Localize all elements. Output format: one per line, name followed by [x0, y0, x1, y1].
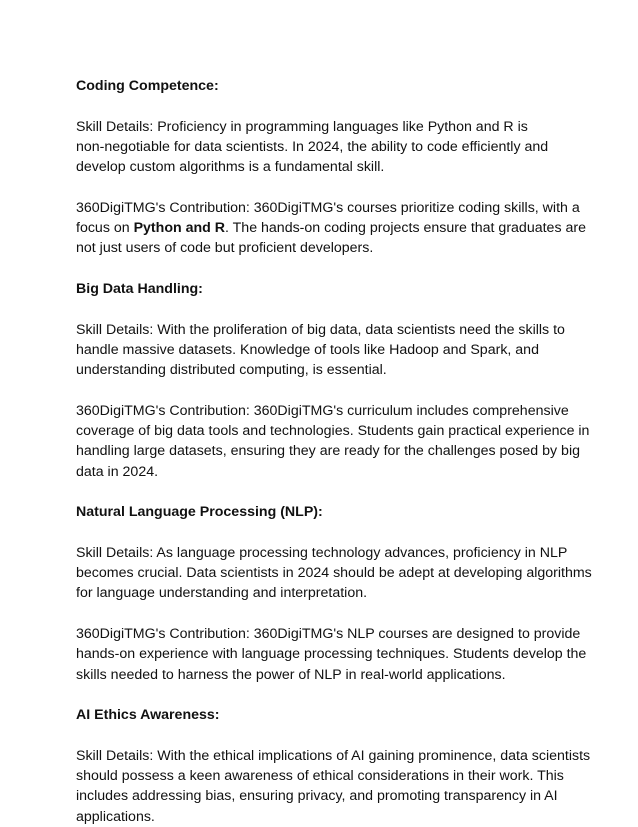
text-line: non-negotiable for data scientists. In 2024, the ability to code efficiently and [76, 138, 549, 155]
document-page [76, 76, 592, 827]
contribution-nlp [76, 624, 587, 685]
spacer [76, 380, 576, 400]
text-line: develop custom algorithms is a fundamental skill. [76, 159, 385, 176]
skill-details-coding [76, 117, 576, 178]
spacer [76, 685, 576, 705]
text-line: hands-on experience with language processing techniques. Students develop the [76, 646, 587, 663]
contribution-coding [76, 198, 586, 259]
spacer [76, 604, 576, 624]
text-line: includes addressing bias, ensuring privacy, and promoting transparency in AI [76, 788, 558, 805]
text-line: Skill Details: As language processing technology advances, proficiency in NLP [76, 544, 568, 561]
text-line: 360DigiTMG's Contribution: 360DigiTMG's NLP courses are designed to provide [76, 626, 581, 643]
text-line: data in 2024. [76, 463, 159, 480]
bold-text-python-and-r: Python and R [133, 220, 226, 237]
section-heading-ai-ethics: AI Ethics Awareness: [76, 707, 220, 724]
spacer [76, 177, 576, 197]
spacer [76, 726, 576, 746]
text-line: skills needed to harness the power of NLP in real-world applications. [76, 666, 506, 683]
text-line: Skill Details: With the proliferation of big data, data scientists need the skills to [76, 321, 565, 338]
text-line: 360DigiTMG's Contribution: 360DigiTMG's curriculum includes comprehensive [76, 402, 569, 419]
text-run: . The hands-on coding projects ensure that graduates are [225, 220, 586, 237]
section-heading-big-data: Big Data Handling: [76, 280, 203, 297]
spacer [76, 259, 576, 279]
section-heading-nlp: Natural Language Processing (NLP): [76, 504, 323, 521]
spacer [76, 96, 576, 116]
text-line: understanding distributed computing, is essential. [76, 362, 387, 379]
text-line: applications. [76, 808, 155, 825]
spacer [76, 523, 576, 543]
skill-details-big-data [76, 320, 576, 381]
text-line: coverage of big data tools and technologies. Students gain practical experience in [76, 423, 590, 440]
spacer [76, 299, 576, 319]
text-line: 360DigiTMG's Contribution: 360DigiTMG's courses prioritize coding skills, with a [76, 199, 580, 216]
skill-details-ai-ethics [76, 746, 591, 827]
text-line: handling large datasets, ensuring they are ready for the challenges posed by big [76, 443, 580, 460]
spacer [76, 482, 576, 502]
text-line: handle massive datasets. Knowledge of tools like Hadoop and Spark, and [76, 341, 539, 358]
text-run: focus on [76, 220, 134, 237]
section-heading-coding: Coding Competence: [76, 78, 219, 94]
skill-details-nlp [76, 543, 592, 604]
text-line: becomes crucial. Data scientists in 2024 should be adept at developing algorithms [76, 565, 592, 582]
text-line: should possess a keen awareness of ethical considerations in their work. This [76, 768, 564, 785]
text-line: Skill Details: Proficiency in programming languages like Python and R is [76, 118, 528, 135]
text-line: for language understanding and interpretation. [76, 585, 368, 602]
contribution-big-data [76, 401, 590, 482]
text-line: Skill Details: With the ethical implications of AI gaining prominence, data scientists [76, 747, 591, 764]
text-line: not just users of code but proficient developers. [76, 240, 374, 257]
text-line [76, 218, 586, 238]
